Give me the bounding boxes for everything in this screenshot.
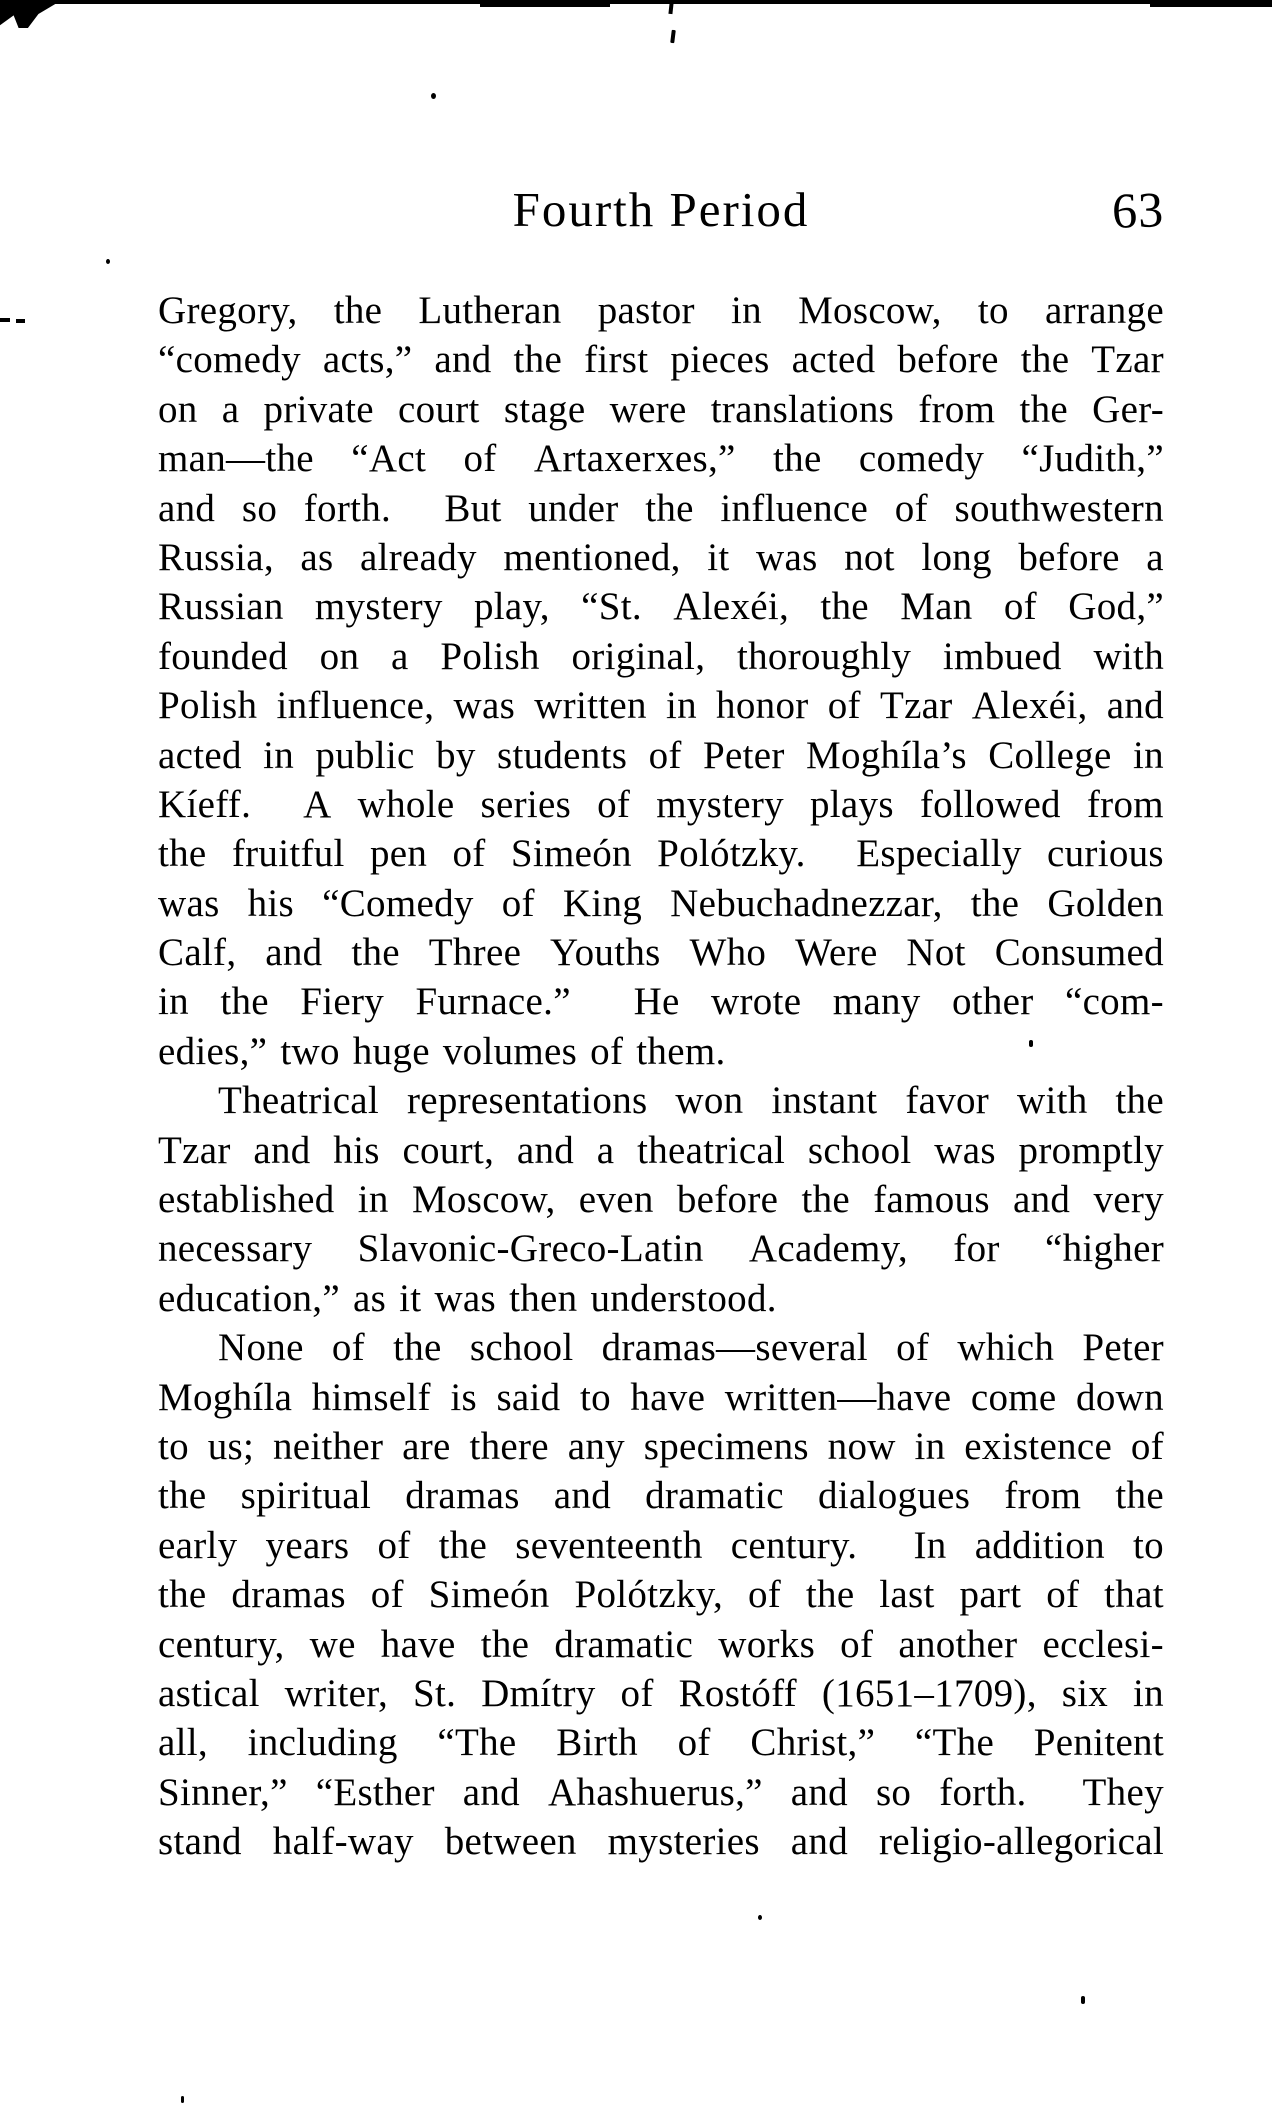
text-line: man—the “Act of Artaxerxes,” the comedy “Judith,” [158, 437, 1164, 481]
text-line: established in Moscow, even before the famous and very [158, 1178, 1164, 1222]
text-line: edies,” two huge volumes of them. [158, 1029, 726, 1073]
text-line: acted in public by students of Peter Moghíla’s College in [158, 733, 1164, 777]
scan-artifact-speck [1081, 1996, 1085, 2004]
text-line: Russia, as already mentioned, it was not long before a [158, 535, 1164, 579]
text-line: education,” as it was then understood. [158, 1276, 777, 1320]
text-line: century, we have the dramatic works of another ecclesi- [158, 1622, 1164, 1666]
text-line: the spiritual dramas and dramatic dialogues from the [158, 1474, 1164, 1518]
page-number: 63 [1111, 181, 1165, 239]
text-line: Russian mystery play, “St. Alexéi, the Man of God,” [158, 585, 1164, 629]
text-line: Sinner,” “Esther and Ahashuerus,” and so forth. They [158, 1770, 1164, 1814]
page-header [158, 181, 1165, 239]
scan-artifact-speck [758, 1915, 762, 1920]
text-line: astical writer, St. Dmítry of Rostóff (1651–1709), six in [158, 1671, 1164, 1715]
scan-artifact-margin-dash [16, 319, 25, 323]
text-line: Theatrical representations won instant favor with the [218, 1079, 1164, 1123]
text-line: and so forth. But under the influence of southwestern [158, 486, 1164, 530]
text-line: early years of the seventeenth century. In addition to [158, 1523, 1164, 1567]
text-line: stand half-way between mysteries and religio-allegorical [158, 1820, 1164, 1864]
scan-artifact-top-edge-nub [480, 4, 610, 7]
text-line: was his “Comedy of King Nebuchadnezzar, the Golden [158, 881, 1164, 925]
text-line: Moghíla himself is said to have written—have come down [158, 1375, 1164, 1419]
scan-artifact-speck [106, 259, 110, 264]
scan-artifact-margin-dash [0, 318, 10, 322]
text-line: in the Fiery Furnace.” He wrote many other “com- [158, 980, 1164, 1024]
text-line: Polish influence, was written in honor of Tzar Alexéi, and [158, 684, 1164, 728]
text-line: Kíeff. A whole series of mystery plays followed from [158, 782, 1164, 826]
scan-artifact-speck [431, 93, 436, 99]
text-line: on a private court stage were translations from the Ger- [158, 387, 1164, 431]
scan-artifact-tick [668, 3, 673, 14]
running-title: Fourth Period [512, 182, 810, 237]
text-line: Tzar and his court, and a theatrical school was promptly [158, 1128, 1164, 1172]
scan-artifact-corner-blob [0, 0, 62, 28]
body-text [158, 286, 1164, 1867]
text-line: necessary Slavonic-Greco-Latin Academy, for “higher [158, 1227, 1164, 1271]
text-line: Calf, and the Three Youths Who Were Not Consumed [158, 931, 1164, 975]
text-line: to us; neither are there any specimens now in existence of [158, 1424, 1164, 1468]
scan-artifact-top-edge-nub [1150, 4, 1272, 7]
text-line: the dramas of Simeón Polótzky, of the last part of that [158, 1573, 1164, 1617]
text-line: founded on a Polish original, thoroughly imbued with [158, 634, 1164, 678]
text-line: None of the school dramas—several of which Peter [218, 1326, 1164, 1370]
text-line: the fruitful pen of Simeón Polótzky. Especially curious [158, 832, 1164, 876]
scan-artifact-speck [181, 2096, 184, 2103]
text-line: all, including “The Birth of Christ,” “The Penitent [158, 1721, 1164, 1765]
scan-artifact-tick [670, 30, 676, 43]
text-line: Gregory, the Lutheran pastor in Moscow, to arrange [158, 289, 1164, 332]
text-line: “comedy acts,” and the first pieces acted before the Tzar [158, 338, 1164, 382]
scan-artifact-top-edge [0, 0, 1272, 4]
